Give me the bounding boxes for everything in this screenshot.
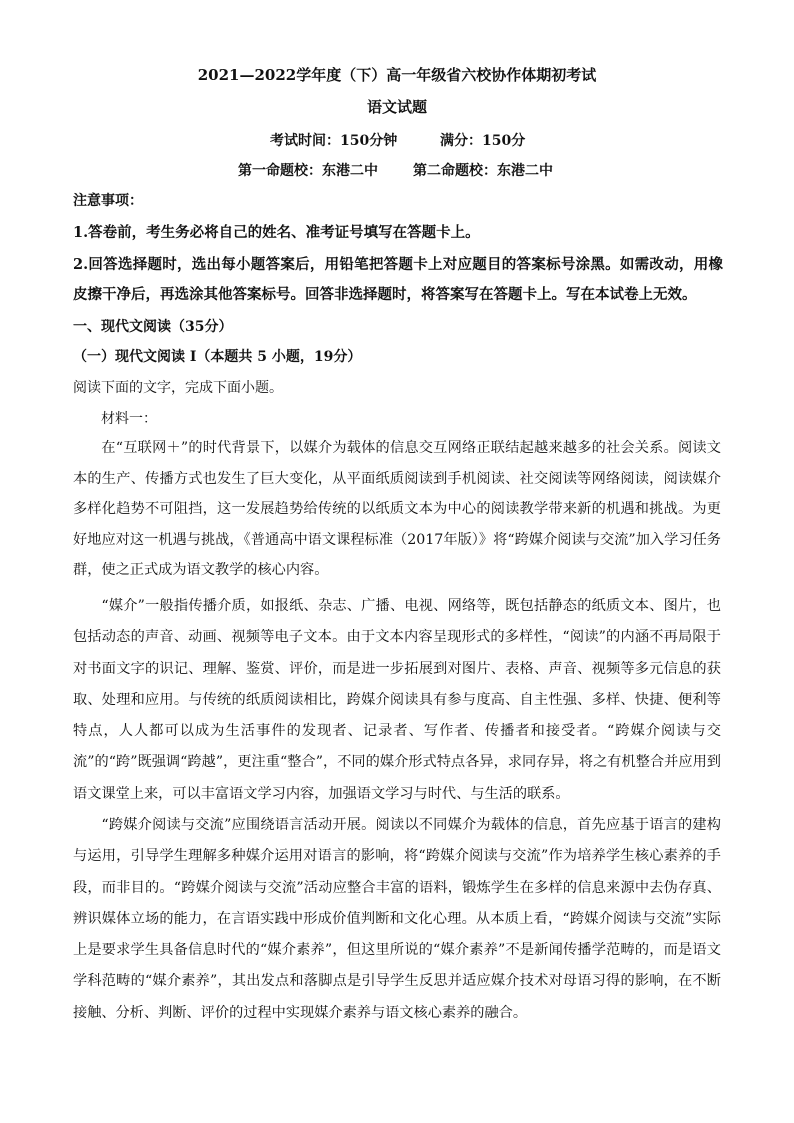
full-score: 满分：150分 — [440, 133, 526, 149]
material-paragraph-3: “跨媒介阅读与交流”应围绕语言活动开展。阅读以不同媒介为载体的信息，首先应基于语言的建构与运用，引导学生理解多种媒介运用对语言的影响，将“跨媒介阅读与交流”作为培养学生核心素养的手段，而非目的。“跨媒介阅读与交流”活动应整合丰富的语料，锻炼学生在多样的信息来源中去伪存真、辨识媒体立场的能力，在言语实践中形成价值判断和文化心理。从本质上看，“跨媒介阅读与交流”实际上是要求学生具备信息时代的“媒介素养”，但这里所说的“媒介素养”不是新闻传播学范畴的，而是语文学科范畴的“媒介素养”，其出发点和落脚点是引导学生反思并适应媒介技术对母语习得的影响，在不断接触、分析、判断、评价的过程中实现媒介素养与语文核心素养的融合。 — [73, 817, 721, 1021]
exam-title: 2021—2022学年度（下）高一年级省六校协作体期初考试 — [197, 66, 597, 84]
first-school: 第一命题校：东港二中 — [238, 163, 378, 179]
section-subheading: （一）现代文阅读 I（本题共 5 小题，19分） — [73, 349, 362, 365]
notice-item-2: 2.回答选择题时，选出每小题答案后，用铅笔把答题卡上对应题目的答案标号涂黑。如需改动，用橡皮擦干净后，再选涂其他答案标号。回答非选择题时，将答案写在答题卡上。写在本试卷上无效。 — [73, 256, 723, 303]
exam-time: 考试时间：150分钟 — [270, 133, 398, 149]
material-paragraph-2: “媒介”一般指传播介质，如报纸、杂志、广播、电视、网络等，既包括静态的纸质文本、图片，也包括动态的声音、动画、视频等电子文本。由于文本内容呈现形式的多样性，“阅读”的内涵不再局限于对书面文字的识记、理解、鉴赏、评价，而是进一步拓展到对图片、表格、声音、视频等多元信息的获取、处理和应用。与传统的纸质阅读相比，跨媒介阅读具有参与度高、自主性强、多样、快捷、便利等特点，人人都可以成为生活事件的发现者、记录者、写作者、传播者和接受者。“跨媒介阅读与交流”的“跨”既强调“跨越”，更注重“整合”，不同的媒介形式特点各异，求同存异，将之有机整合并应用到语文课堂上来，可以丰富语文学习内容，加强语文学习与时代、与生活的联系。 — [73, 598, 721, 802]
second-school: 第二命题校：东港二中 — [413, 163, 553, 179]
section-heading: 一、现代文阅读（35分） — [73, 319, 233, 335]
reading-instruction: 阅读下面的文字，完成下面小题。 — [73, 380, 283, 396]
notice-item-1: 1.答卷前，考生务必将自己的姓名、准考证号填写在答题卡上。 — [73, 224, 480, 241]
subject-title: 语文试题 — [366, 98, 427, 116]
material-paragraph-1: 在“互联网＋”的时代背景下，以媒介为载体的信息交互网络正联结起越来越多的社会关系。阅读文本的生产、传播方式也发生了巨大变化，从平面纸质阅读到手机阅读、社交阅读等网络阅读，阅读媒介多样化趋势不可阻挡，这一发展趋势给传统的以纸质文本为中心的阅读教学带来新的机遇和挑战。为更好地应对这一机遇与挑战，《普通高中语文课程标准（2017年版）》将“跨媒介阅读与交流”加入学习任务群，使之正式成为语文教学的核心内容。 — [73, 440, 721, 578]
material-label: 材料一： — [101, 411, 157, 427]
notice-title: 注意事项： — [73, 193, 143, 209]
